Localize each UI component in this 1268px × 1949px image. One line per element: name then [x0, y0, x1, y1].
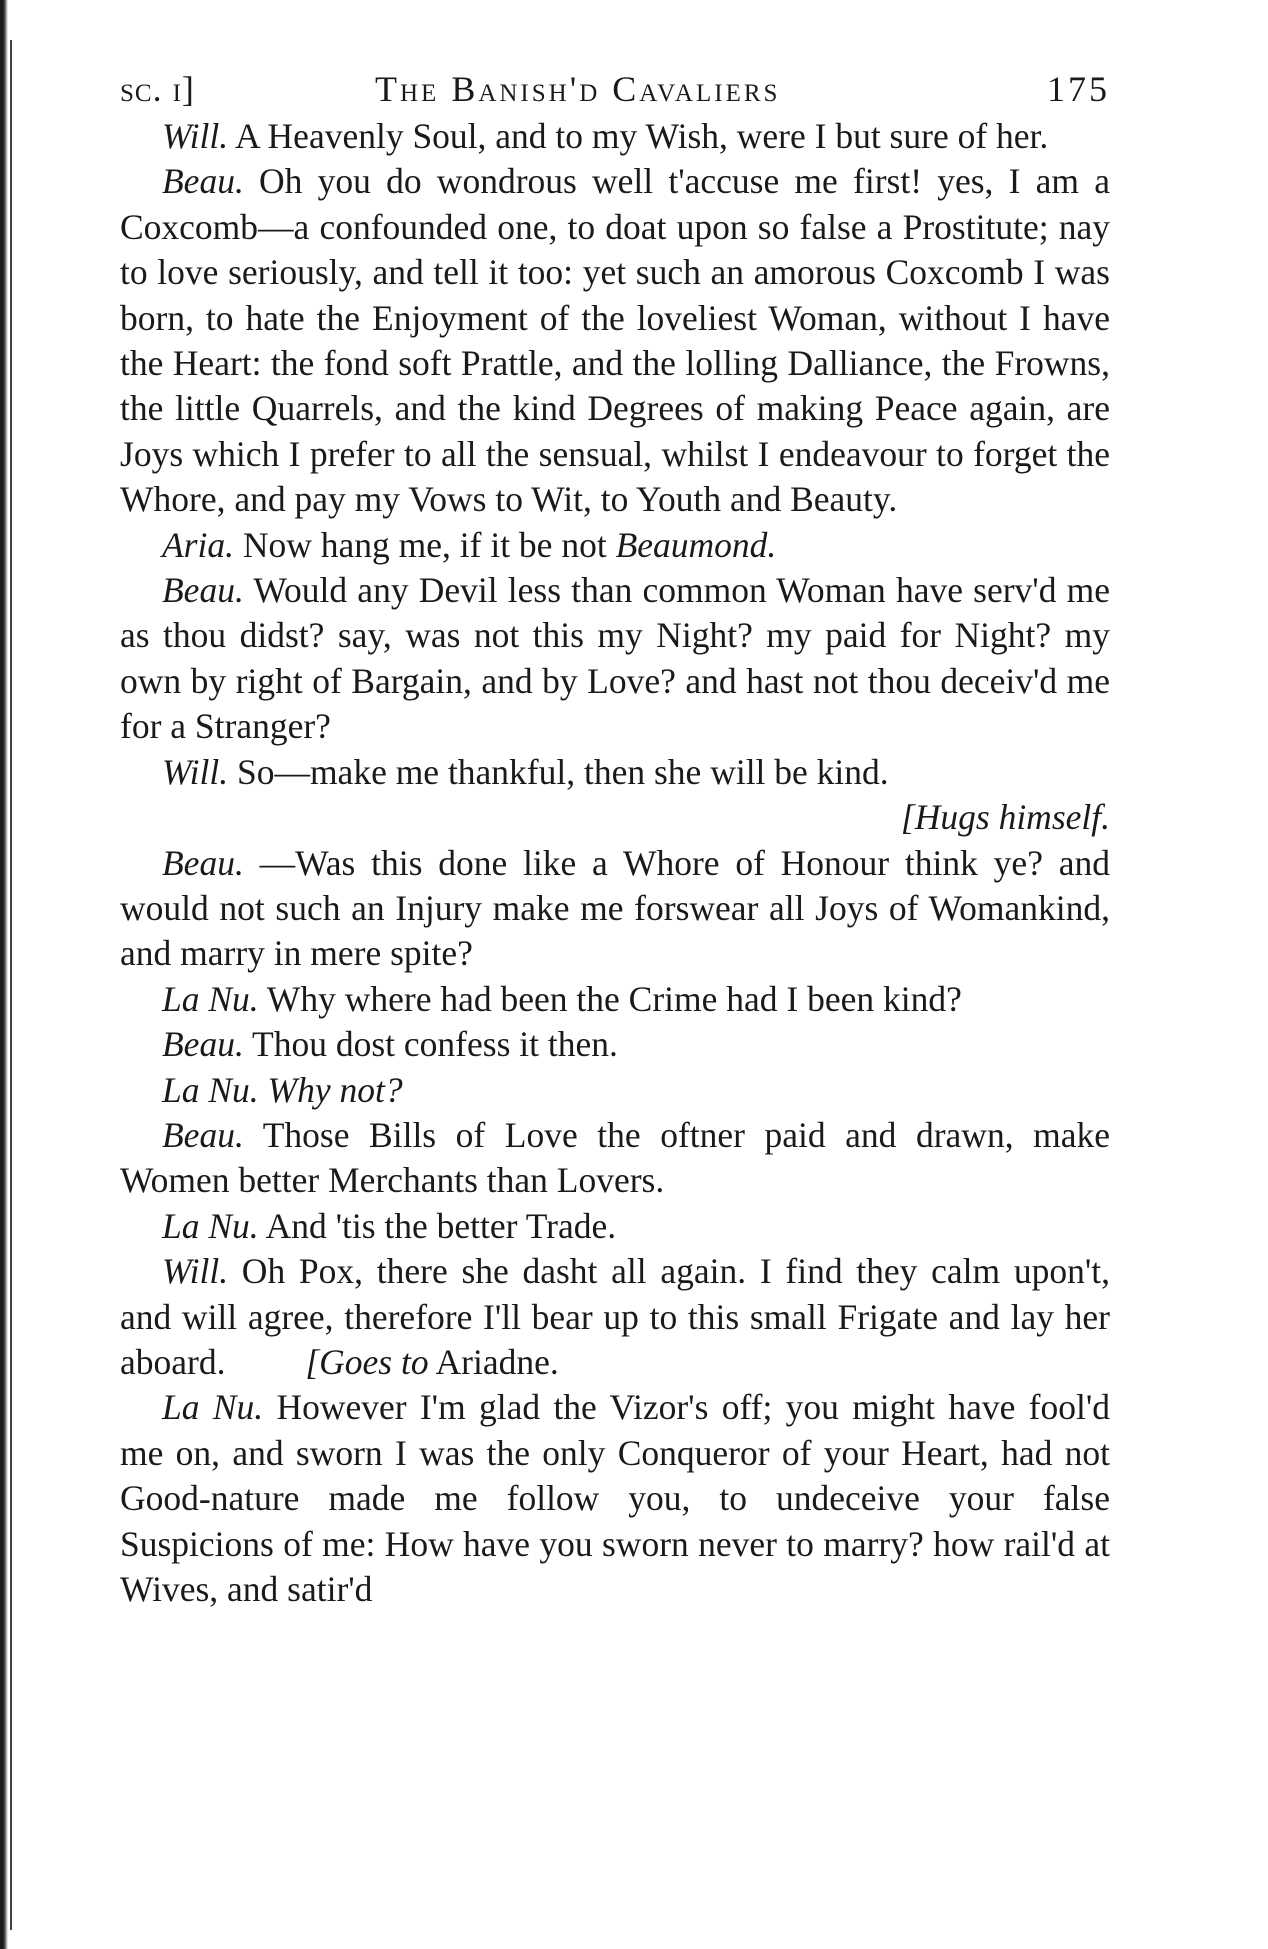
- speech-text: Thou dost confess it then.: [243, 1024, 618, 1065]
- binding-edge: [0, 0, 8, 1949]
- speech-aria-1: [120, 523, 1110, 568]
- speech-lanu-3: [120, 1204, 1110, 1249]
- speech-text: Those Bills of Love the oftner paid and drawn, make Women better Merchants than Lovers.: [120, 1114, 1110, 1201]
- speech-beau-3: [120, 841, 1110, 977]
- speaker-name: La Nu.: [162, 978, 259, 1019]
- speech-beau-4: [120, 1022, 1110, 1067]
- stage-direction-text: [Hugs himself.: [900, 797, 1110, 838]
- speaker-name: La Nu.: [162, 1205, 259, 1246]
- speech-text: Why not?: [258, 1069, 403, 1110]
- speech-lanu-1: [120, 977, 1110, 1022]
- speech-text: However I'm glad the Vizor's off; you might have fool'd me on, and sworn I was the only Conqueror of your Heart, had not Good-nature made me follow you, to undeceive your false Suspicions of me: How have you sworn never to marry? how rail'd at Wives, and satir'd: [120, 1387, 1111, 1609]
- speech-lanu-4: [120, 1385, 1110, 1612]
- speaker-name: Beau.: [162, 570, 244, 611]
- play-text: [120, 114, 1110, 1612]
- speech-text: So—make me thankful, then she will be kind.: [228, 751, 889, 792]
- speaker-name: Beau.: [162, 1114, 244, 1155]
- speech-text: Would any Devil less than common Woman have serv'd me as thou didst? say, was not this my Night? my paid for Night? my own by right of Bargain, and by Love? and hast not thou deceiv'd me for a Stranger?: [120, 570, 1110, 747]
- speech-text: Oh you do wondrous well t'accuse me first! yes, I am a Coxcomb—a confounded one, to doat upon so false a Prostitute; nay to love seriously, and tell it too: yet such an amorous Coxcomb I was born, to hate the Enjoyment of the loveliest Woman, without I have the Heart: the fond soft Prattle, and the lolling Dalliance, the Frowns, the little Quarrels, and the kind Degrees of making Peace again, are Joys which I prefer to all the sensual, whilst I endeavour to forget the Whore, and pay my Vows to Wit, to Youth and Beauty.: [120, 161, 1110, 520]
- speaker-name: Beau.: [162, 1024, 244, 1065]
- speech-text: Now hang me, if it be not: [234, 524, 616, 565]
- stage-direction-character: Ariadne.: [428, 1341, 559, 1382]
- speech-beau-5: [120, 1113, 1110, 1204]
- book-page: [120, 68, 1110, 1612]
- speaker-name: La Nu.: [162, 1387, 264, 1428]
- speech-text: A Heavenly Soul, and to my Wish, were I but sure of her.: [228, 116, 1049, 156]
- speech-text: And 'tis the better Trade.: [258, 1205, 617, 1246]
- speaker-name: Beau.: [162, 842, 244, 883]
- section-label: sc. i]: [120, 69, 195, 109]
- speech-will-1: [120, 114, 1110, 159]
- running-title: The Banish'd Cavaliers: [375, 69, 781, 109]
- binding-edge-line: [10, 40, 12, 1930]
- speaker-name: La Nu.: [162, 1069, 259, 1110]
- speech-text: Why where had been the Crime had I been kind?: [258, 978, 962, 1019]
- speaker-name: Beau.: [162, 161, 244, 202]
- speaker-name: Aria.: [162, 524, 234, 565]
- speech-beau-2: [120, 568, 1110, 750]
- speech-text: Oh Pox, there she dasht all again. I find they calm upon't, and will agree, therefore I'll bear up to this small Frigate and lay her aboard.: [120, 1251, 1110, 1382]
- speaker-name: Will.: [162, 116, 229, 156]
- speaker-name: Will.: [162, 751, 229, 792]
- page-number: 175: [1047, 69, 1110, 109]
- emphasized-name: Beaumond.: [615, 524, 777, 565]
- speech-beau-1: [120, 159, 1110, 522]
- stage-direction: [120, 795, 1110, 840]
- speech-text: —Was this done like a Whore of Honour think ye? and would not such an Injury make me forswear all Joys of Womankind, and marry in mere spite?: [120, 842, 1110, 974]
- stage-direction-inline: [Goes to: [305, 1341, 429, 1382]
- running-header: [120, 68, 1110, 114]
- speech-will-3: [120, 1249, 1110, 1385]
- speaker-name: Will.: [162, 1251, 229, 1292]
- speech-will-2: [120, 750, 1110, 795]
- speech-lanu-2: [120, 1068, 1110, 1113]
